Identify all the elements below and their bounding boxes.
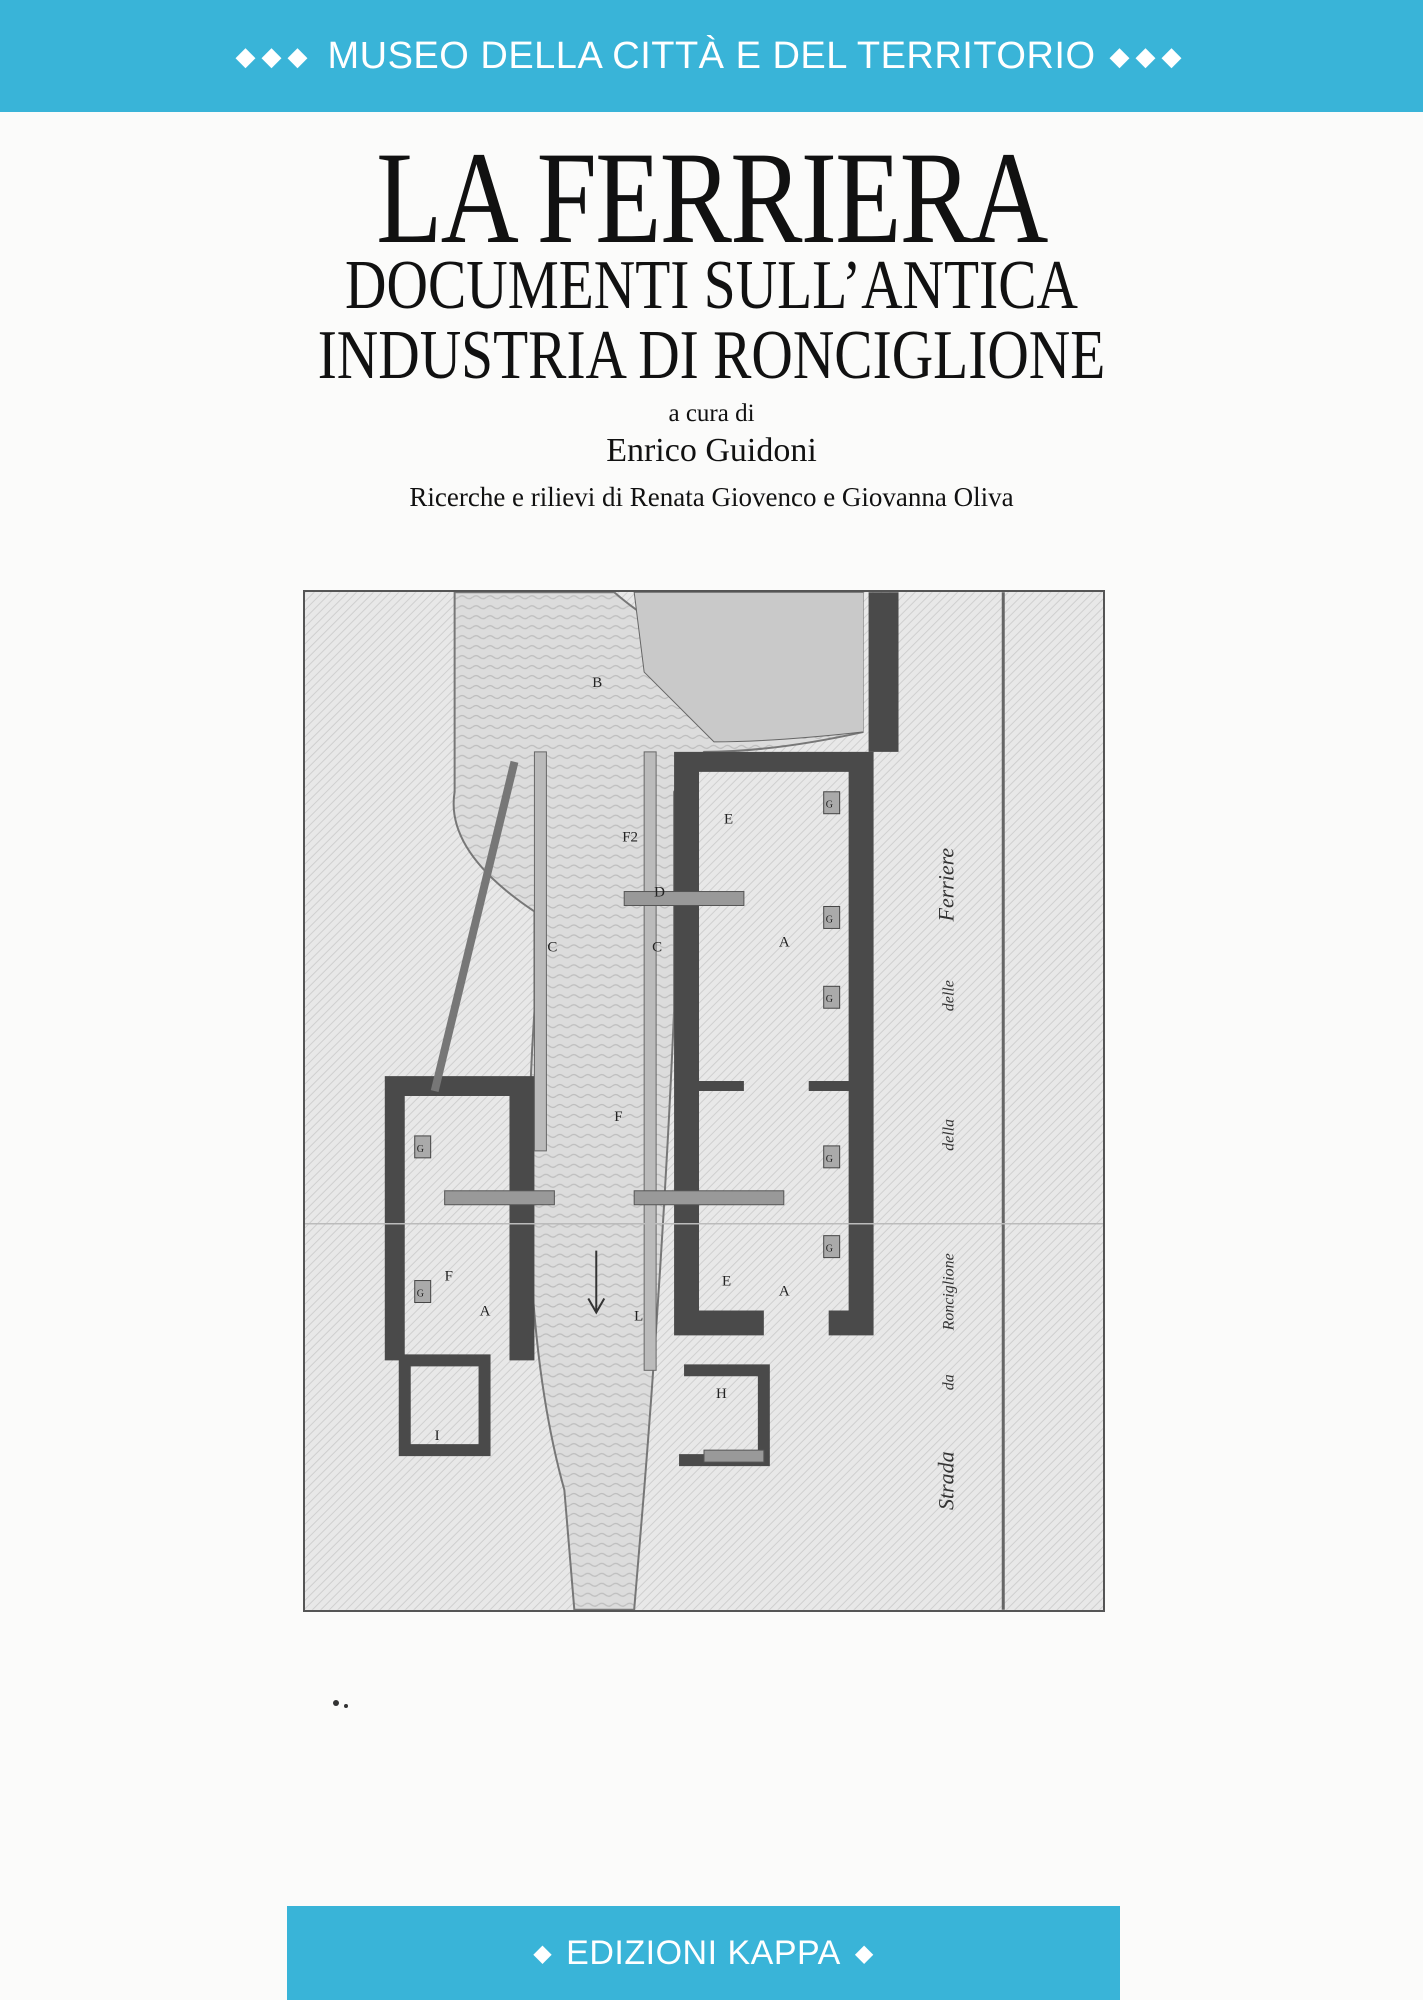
plan-label-f: F xyxy=(614,1108,623,1125)
plan-label-l: L xyxy=(634,1308,644,1325)
plan-label-f: F xyxy=(444,1268,453,1285)
plan-label-g: G xyxy=(825,994,833,1006)
plan-label-b: B xyxy=(592,675,603,692)
historical-plan-illustration xyxy=(303,590,1105,1612)
plan-label-g: G xyxy=(416,1143,424,1155)
road-caption-word: Strada xyxy=(933,1451,959,1510)
axle-lower-left xyxy=(445,1191,555,1205)
paper-speck xyxy=(344,1704,348,1708)
plan-label-e: E xyxy=(723,811,734,828)
diamond-icon: ◆◆◆ xyxy=(235,40,314,71)
road xyxy=(864,592,1103,1609)
plan-label-i: I xyxy=(434,1428,440,1445)
plan-label-c: C xyxy=(547,939,558,956)
diamond-icon: ◆◆◆ xyxy=(1109,40,1188,71)
axle-h xyxy=(704,1450,764,1462)
book-subtitle-line-1: DOCUMENTI SULL’ANTICA xyxy=(345,247,1078,324)
plan-label-f2: F2 xyxy=(622,829,639,846)
plan-label-g: G xyxy=(825,1243,833,1255)
plan-label-d: D xyxy=(654,884,665,901)
road-caption-word: da xyxy=(940,1374,958,1391)
ironworks-plan xyxy=(305,592,1103,1610)
book-title: LA FERRIERA xyxy=(376,124,1047,271)
series-title: MUSEO DELLA CITTÀ E DEL TERRITORIO xyxy=(327,34,1096,77)
publisher-name: EDIZIONI KAPPA xyxy=(566,1933,841,1972)
diamond-icon: ◆ xyxy=(533,1939,553,1967)
plan-label-g: G xyxy=(825,1153,833,1165)
channel-2 xyxy=(644,752,656,1370)
series-band xyxy=(0,0,1423,112)
plan-label-a: A xyxy=(479,1303,491,1320)
axle-upper xyxy=(624,892,744,906)
plan-label-a: A xyxy=(778,1283,790,1300)
plan-label-e: E xyxy=(721,1273,732,1290)
plan-label-h: H xyxy=(715,1386,727,1403)
plan-label-c: C xyxy=(652,939,663,956)
road-caption-word: delle xyxy=(940,980,958,1012)
axle-lower-right xyxy=(634,1191,784,1205)
channel-1 xyxy=(534,752,546,1151)
paper-speck xyxy=(333,1700,339,1706)
publisher-band xyxy=(287,1906,1120,2000)
editor-name: Enrico Guidoni xyxy=(606,432,817,469)
road-caption-word: Ferriere xyxy=(933,847,959,922)
plan-label-g: G xyxy=(825,799,833,811)
wall-north xyxy=(869,592,899,752)
plan-label-a: A xyxy=(778,934,790,951)
book-subtitle-line-2: INDUSTRIA DI RONCIGLIONE xyxy=(317,317,1106,394)
research-credit: Ricerche e rilievi di Renata Giovenco e Giovanna Oliva xyxy=(409,482,1014,512)
plan-label-g: G xyxy=(825,914,833,926)
road-caption-word: della xyxy=(940,1118,958,1151)
edited-by-label: a cura di xyxy=(668,400,755,427)
road-caption-word: Ronciglione xyxy=(940,1253,958,1331)
diamond-icon: ◆ xyxy=(854,1939,874,1967)
plan-label-g: G xyxy=(416,1288,424,1300)
